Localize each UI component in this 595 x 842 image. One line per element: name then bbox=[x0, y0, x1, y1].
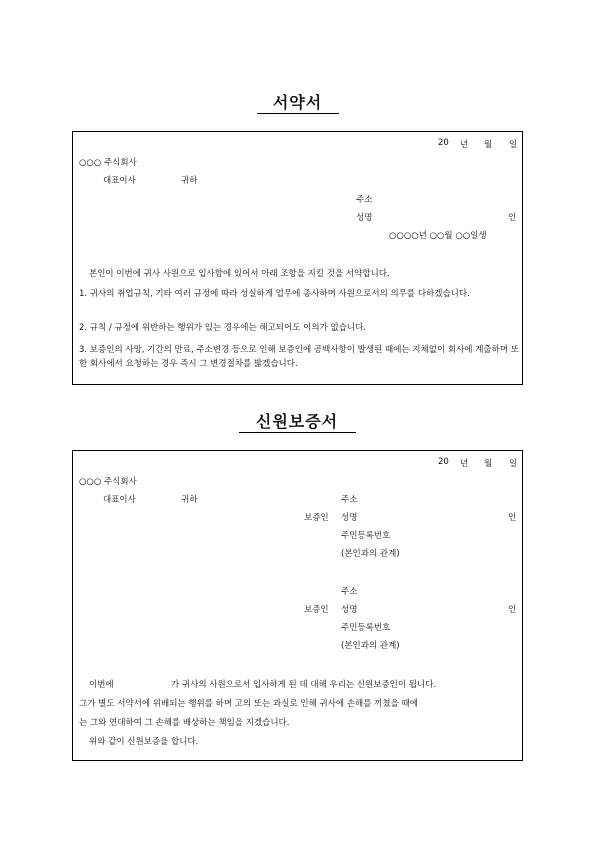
guarantor-1-relation: (본인과의 관계) bbox=[341, 549, 400, 559]
oath-company: ○○○ 주식회사 bbox=[79, 158, 137, 168]
guarantor-2-address: 주소 bbox=[341, 587, 358, 597]
oath-intro: 본인이 이번에 귀사 사원으로 입사함에 있어서 아래 조항을 지킬 것을 서약합니다. bbox=[89, 269, 390, 279]
guarantee-ceo: 대표이사 bbox=[103, 495, 136, 505]
guarantee-date-month: 월 bbox=[484, 459, 493, 469]
guarantor-1-seal: 인 bbox=[508, 513, 517, 523]
oath-item-3: 3. 보증인의 사망, 기간의 만료, 주소변경 등으로 인해 보증인에 공백사항이 발생된 때에는 지체없이 회사에 계출하며 또한 회사에서 요청하는 경우 즉시 그 변경절차를 밟겠습니다. bbox=[79, 345, 519, 369]
guarantee-body-line-4: 위와 같이 신원보증을 합니다. bbox=[89, 737, 199, 747]
guarantor-2-label: 보증인 bbox=[304, 605, 329, 615]
guarantor-2-seal: 인 bbox=[508, 605, 517, 615]
oath-title: 서약서 bbox=[272, 93, 323, 112]
oath-birth: ○○○○년 ○○월 ○○일생 bbox=[389, 231, 487, 241]
guarantee-title-underline bbox=[239, 432, 356, 433]
guarantor-1-id: 주민등록번호 bbox=[341, 531, 391, 541]
guarantor-2-relation: (본인과의 관계) bbox=[341, 641, 400, 651]
oath-box bbox=[72, 131, 523, 385]
guarantee-body-line-3: 는 그와 연대하여 그 손해를 배상하는 책임을 지겠습니다. bbox=[79, 718, 290, 728]
guarantee-body-line-1a: 이번에 bbox=[89, 680, 114, 690]
guarantee-honorific: 귀하 bbox=[181, 495, 198, 505]
oath-seal: 인 bbox=[508, 213, 517, 223]
oath-item-2: 2. 규칙 / 규정에 위반하는 행위가 있는 경우에는 해고되어도 이의가 없습니다. bbox=[79, 323, 367, 333]
guarantee-date-year-unit: 년 bbox=[460, 459, 469, 469]
guarantor-1-address: 주소 bbox=[341, 495, 358, 505]
guarantee-company: ○○○ 주식회사 bbox=[79, 477, 137, 487]
guarantee-date-day: 일 bbox=[509, 459, 518, 469]
oath-date-year-unit: 년 bbox=[460, 140, 469, 150]
guarantee-date-year: 20 bbox=[438, 457, 449, 467]
guarantor-2-id: 주민등록번호 bbox=[341, 623, 391, 633]
oath-title-underline bbox=[257, 113, 339, 114]
guarantee-box bbox=[72, 450, 523, 761]
oath-honorific: 귀하 bbox=[181, 176, 198, 186]
oath-date-year: 20 bbox=[438, 138, 449, 148]
guarantor-2-name: 성명 bbox=[341, 605, 358, 615]
oath-item-1: 1. 귀사의 취업규칙, 기타 여러 규정에 따라 성실하게 업무에 종사하며 사원으로서의 의무를 다하겠습니다. bbox=[79, 289, 470, 299]
guarantor-1-label: 보증인 bbox=[304, 513, 329, 523]
oath-date-day: 일 bbox=[509, 140, 518, 150]
guarantee-title: 신원보증서 bbox=[255, 412, 339, 431]
oath-date-month: 월 bbox=[484, 140, 493, 150]
guarantee-body-line-2: 그가 별도 서약서에 위배되는 행위를 하며 고의 또는 과실로 인해 귀사에 손해를 끼쳤을 때에 bbox=[79, 699, 418, 709]
guarantor-1-name: 성명 bbox=[341, 513, 358, 523]
guarantee-body-line-1b: 가 귀사의 사원으로서 입사하게 된 데 대해 우리는 신원보증인이 됩니다. bbox=[171, 680, 437, 690]
oath-ceo: 대표이사 bbox=[103, 176, 136, 186]
oath-name-label: 성명 bbox=[356, 213, 373, 223]
oath-address-label: 주소 bbox=[356, 195, 373, 205]
